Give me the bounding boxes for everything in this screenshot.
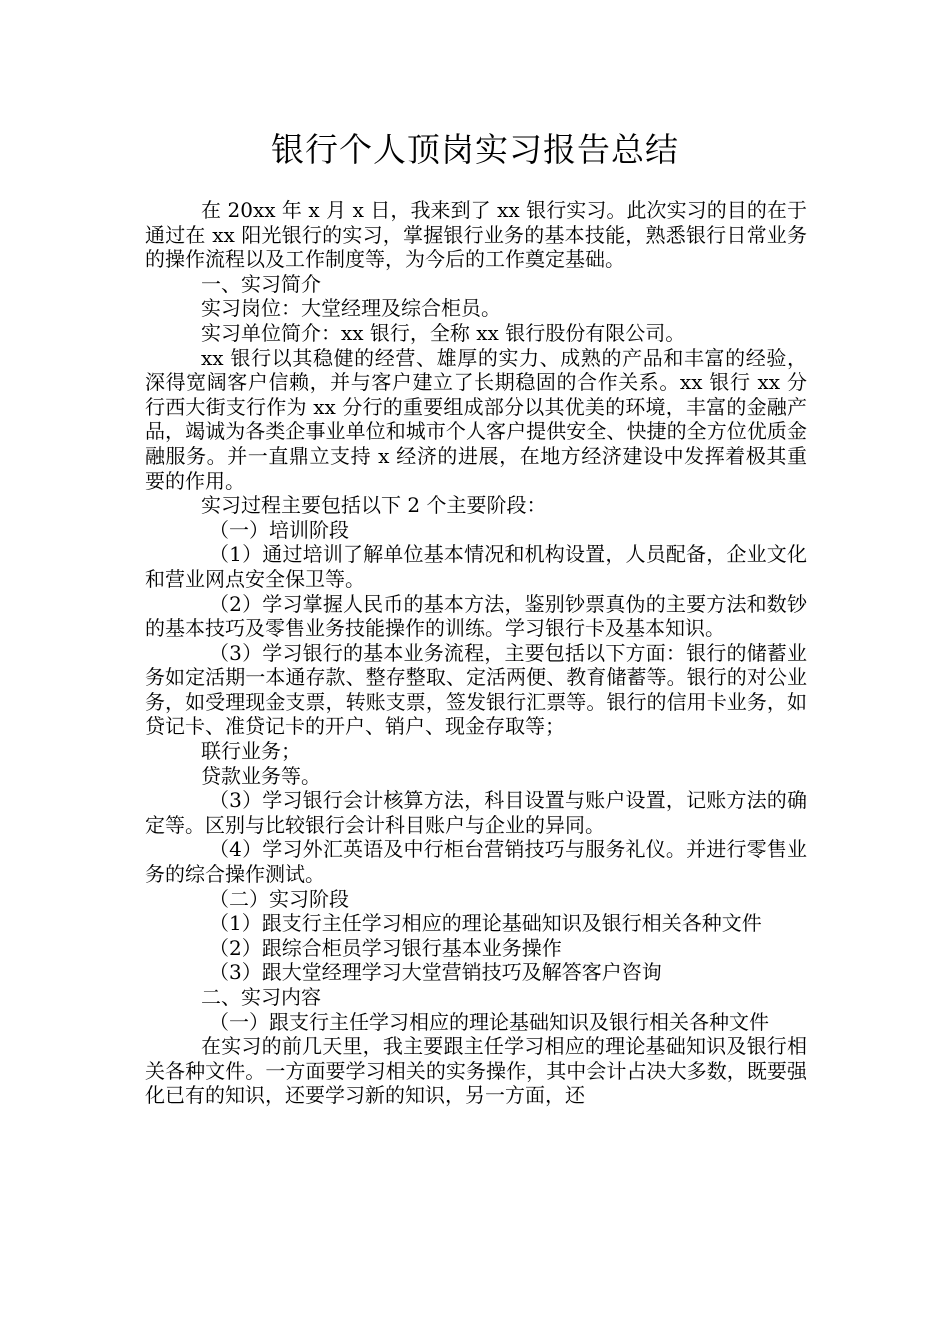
heading-internship-content: 二、实习内容 <box>201 985 321 1009</box>
document-body <box>145 198 807 1108</box>
subheading-branch-director: （一）跟支行主任学习相应的理论基础知识及银行相关各种文件 <box>209 1009 769 1034</box>
list-item: 联行业务； <box>201 739 301 764</box>
paragraph-first-days: 在实习的前几天里，我主要跟主任学习相应的理论基础知识及银行相关各种文件。一方面要学习相关的实务操作，其中会计占决大多数，既要强化已有的知识，还要学习新的知识，另一方面，还 <box>145 1034 807 1108</box>
list-item: 贷款业务等。 <box>201 763 321 788</box>
list-item: （2）跟综合柜员学习银行基本业务操作 <box>209 935 562 960</box>
paragraph-position: 实习岗位：大堂经理及综合柜员。 <box>201 296 501 321</box>
list-item: （1）跟支行主任学习相应的理论基础知识及银行相关各种文件 <box>209 911 762 936</box>
document-title: 银行个人顶岗实习报告总结 <box>271 130 679 169</box>
list-item: （1）通过培训了解单位基本情况和机构设置，人员配备，企业文化和营业网点安全保卫等。 <box>145 542 807 591</box>
heading-training-stage: （一）培训阶段 <box>209 517 349 542</box>
paragraph-intro: 在 20xx 年 x 月 x 日，我来到了 xx 银行实习。此次实习的目的在于通过在 xx 阳光银行的实习，掌握银行业务的基本技能，熟悉银行日常业务的操作流程以及工作制度等，为今后的工作奠定基础。 <box>145 198 807 272</box>
list-item: （3）跟大堂经理学习大堂营销技巧及解答客户咨询 <box>209 960 662 985</box>
list-item: （3）学习银行会计核算方法，科目设置与账户设置，记账方法的确定等。区别与比较银行会计科目账户与企业的异同。 <box>145 788 807 837</box>
paragraph-stages-intro: 实习过程主要包括以下 2 个主要阶段： <box>201 493 547 518</box>
paragraph-bank-description: xx 银行以其稳健的经营、雄厚的实力、成熟的产品和丰富的经验，深得宽阔客户信赖，并与客户建立了长期稳固的合作关系。xx 银行 xx 分行西大街支行作为 xx 分行的重要组成部分以其优美的环境，丰富的金融产品，竭诚为各类企事业单位和城市个人客户提供安全、快捷的全方位优质金融服务。并一直鼎立支持 x 经济的进展，在地方经济建设中发挥着极其重要的作用。 <box>145 345 807 493</box>
paragraph-unit-intro: 实习单位简介：xx 银行，全称 xx 银行股份有限公司。 <box>201 320 686 345</box>
list-item: （2）学习掌握人民币的基本方法，鉴别钞票真伪的主要方法和数钞的基本技巧及零售业务技能操作的训练。学习银行卡及基本知识。 <box>145 591 807 641</box>
heading-practice-stage: （二）实习阶段 <box>209 886 349 911</box>
heading-internship-overview: 一、实习简介 <box>201 271 321 296</box>
list-item: （4）学习外汇英语及中行柜台营销技巧与服务礼仪。并进行零售业务的综合操作测试。 <box>145 837 807 887</box>
list-item: （3）学习银行的基本业务流程，主要包括以下方面：银行的储蓄业务如定活期一本通存款、整存整取、定活两便、教育储蓄等。银行的对公业务，如受理现金支票，转账支票，签发银行汇票等。银行的信用卡业务，如贷记卡、准贷记卡的开户、销户、现金存取等； <box>145 640 807 739</box>
